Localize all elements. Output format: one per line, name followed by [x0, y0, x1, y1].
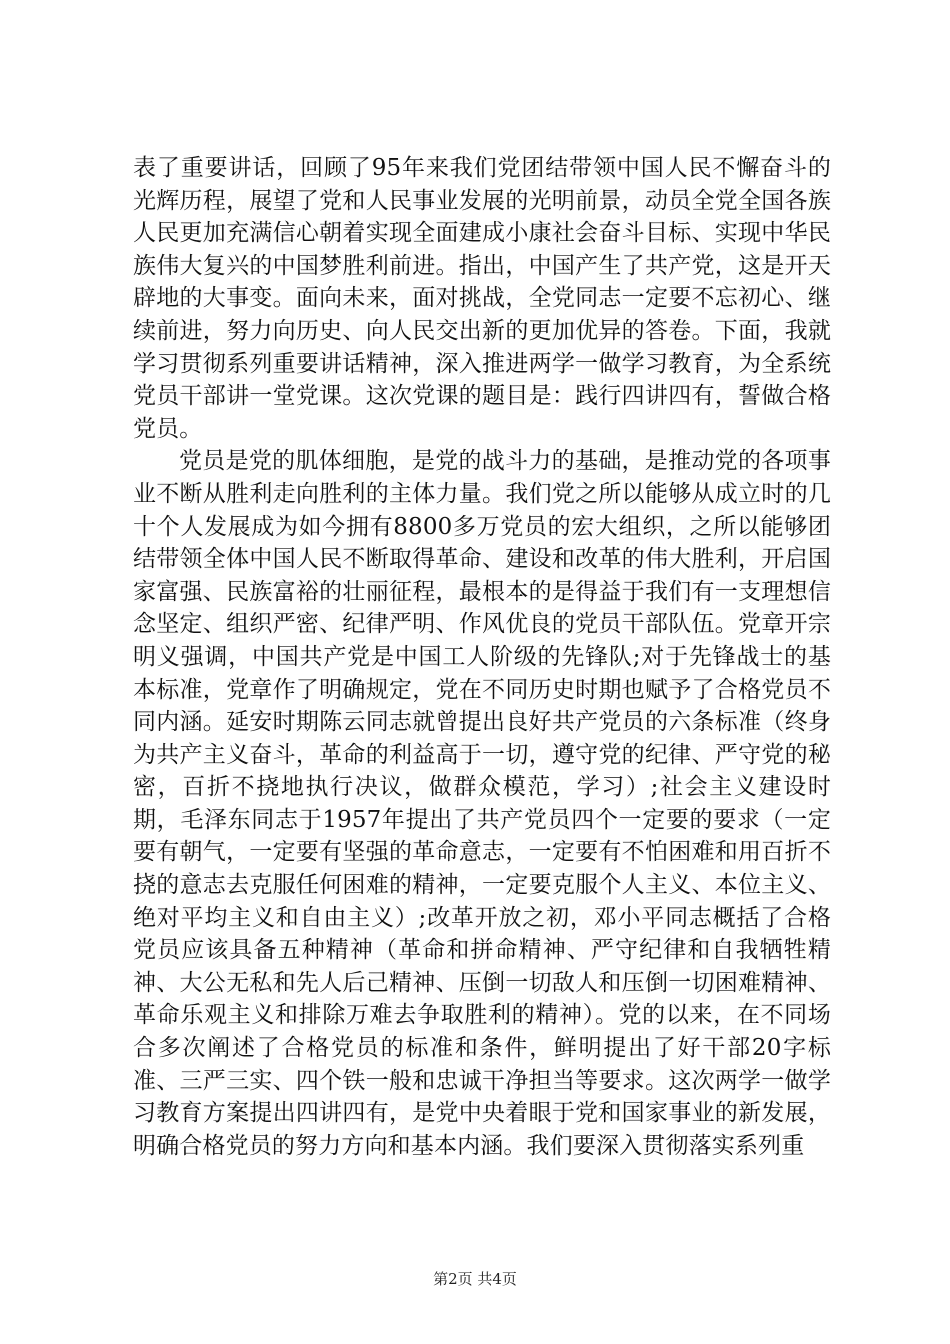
paragraph-2: 党员是党的肌体细胞，是党的战斗力的基础，是推动党的各项事业不断从胜利走向胜利的主体力量。我们党之所以能够从成立时的几十个人发展成为如今拥有8800多万党员的宏大组织，之所以能够团结带领全体中国人民不断取得革命、建设和改革的伟大胜利，开启国家富强、民族富裕的壮丽征程，最根本的是得益于我们有一支理想信念坚定、组织严密、纪律严明、作风优良的党员干部队伍。党章开宗明义强调，中国共产党是中国工人阶级的先锋队;对于先锋战士的基本标准，党章作了明确规定，党在不同历史时期也赋予了合格党员不同内涵。延安时期陈云同志就曾提出良好共产党员的六条标准（终身为共产主义奋斗，革命的利益高于一切，遵守党的纪律、严守党的秘密，百折不挠地执行决议，做群众模范，学习）;社会主义建设时期，毛泽东同志于1957年提出了共产党员四个一定要的要求（一定要有朝气，一定要有坚强的革命意志，一定要有不怕困难和用百折不挠的意志去克服任何困难的精神，一定要克服个人主义、本位主义、绝对平均主义和自由主义）;改革开放之初，邓小平同志概括了合格党员应该具备五种精神（革命和拼命精神、严守纪律和自我牺牲精神、大公无私和先人后己精神、压倒一切敌人和压倒一切困难精神、革命乐观主义和排除万难去争取胜利的精神）。党的以来，在不同场合多次阐述了合格党员的标准和条件，鲜明提出了好干部20字标准、三严三实、四个铁一般和忠诚干净担当等要求。这次两学一做学习教育方案提出四讲四有，是党中央着眼于党和国家事业的新发展，明确合格党员的努力方向和基本内涵。我们要深入贯彻落实系列重: [133, 448, 831, 1159]
paragraph-1: 表了重要讲话，回顾了95年来我们党团结带领中国人民不懈奋斗的光辉历程，展望了党和人民事业发展的光明前景，动员全党全国各族人民更加充满信心朝着实现全面建成小康社会奋斗目标、实现中华民族伟大复兴的中国梦胜利前进。指出，中国产生了共产党，这是开天辟地的大事变。面向未来，面对挑战，全党同志一定要不忘初心、继续前进，努力向历史、向人民交出新的更加优异的答卷。下面，我就学习贯彻系列重要讲话精神，深入推进两学一做学习教育，为全系统党员干部讲一堂党课。这次党课的题目是：践行四讲四有，誓做合格党员。: [133, 155, 831, 442]
document-body: [133, 152, 831, 1162]
page-footer: 第2页 共4页: [433, 1270, 517, 1288]
